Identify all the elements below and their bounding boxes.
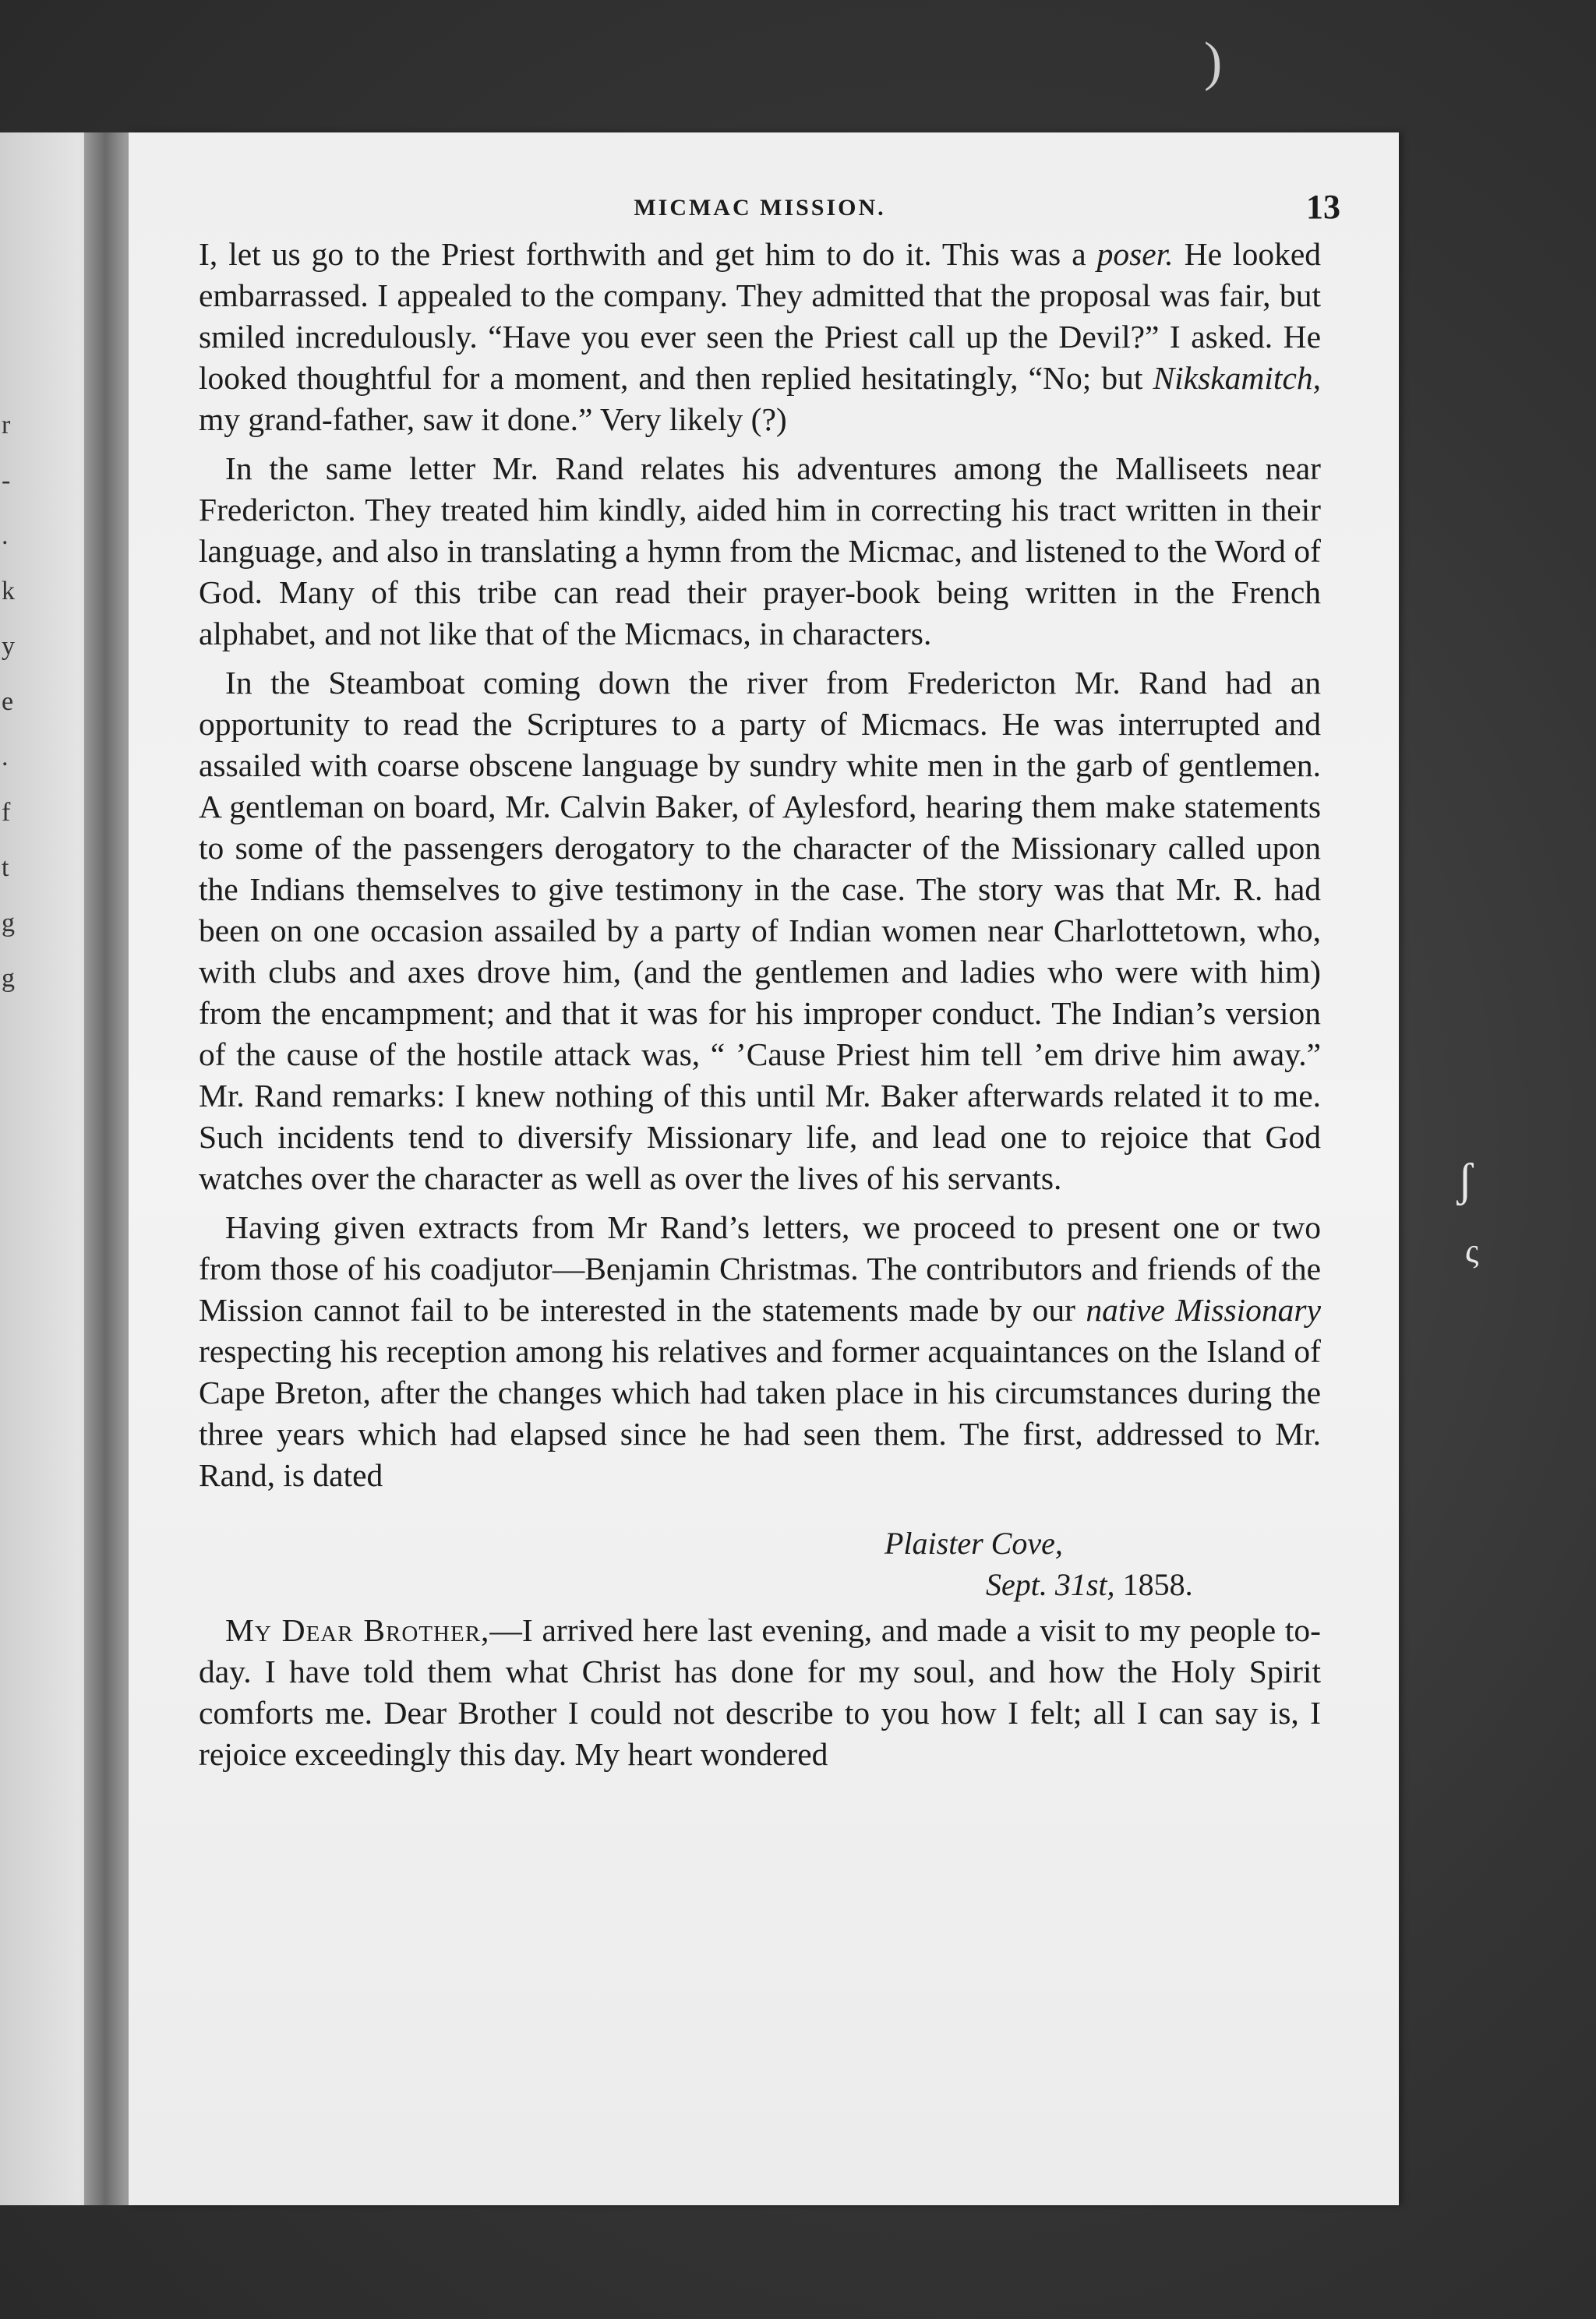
facing-page-fragment: .	[2, 743, 9, 771]
running-title: MICMAC MISSION.	[634, 195, 886, 221]
scan-artifact: ʃ	[1457, 1154, 1473, 1205]
letter-body	[199, 1610, 1321, 1775]
italic-text: native Missionary	[1086, 1292, 1321, 1328]
letter-dateline	[199, 1523, 1321, 1605]
scan-artifact: ς	[1465, 1232, 1479, 1270]
letter-text: —I arrived here last evening, and made a visit to my people to-day. I have told them what Christ has done for my soul, and how the Holy Spirit comforts me. Dear Brother I could not describe to you how I felt; all I can say is, I rejoice exceedingly this day. My heart wondered	[199, 1612, 1322, 1772]
body-text	[199, 234, 1321, 1496]
facing-page-fragment: -	[2, 466, 11, 495]
book-page	[129, 132, 1399, 2205]
paragraph-1: I, let us go to the Priest forthwith and get him to do it. This was a poser. He looked embarrassed. I appealed to the company. They admitted that the proposal was fair, but smiled incredulously. “Have you ever seen the Priest call up the Devil?” I asked. He looked thoughtful for a moment, and then replied hesitatingly, “No; but Nikskamitch, my grand-father, saw it done.” Very likely (?)	[199, 236, 1322, 437]
paragraph-3: In the Steamboat coming down the river from Fredericton Mr. Rand had an opportunity to read the Scriptures to a party of Micmacs. He was interrupted and assailed with coarse obscene language by sundry white men in the garb of gentlemen. A gentleman on board, Mr. Calvin Baker, of Aylesford, hearing them make statements to some of the passengers derogatory to the character of the Missionary called upon the Indians themselves to give testimony in the case. The story was that Mr. R. had been on one occasion assailed by a party of Indian women near Charlottetown, who, with clubs and axes drove him, (and the gentlemen and ladies who were with him) from the encampment; and that it was for his improper conduct. The Indian’s version of the cause of the hostile attack was, “ ’Cause Priest him tell ’em drive him away.” Mr. Rand remarks: I knew nothing of this until Mr. Baker afterwards related it to me. Such incidents tend to diversify Missionary life, and lead one to rejoice that God watches over the character as well as over the lives of his servants.	[199, 665, 1321, 1196]
facing-page-text-fragments	[2, 397, 25, 1006]
scan-artifact: )	[1204, 32, 1223, 92]
book-gutter	[84, 132, 131, 2205]
italic-text: Nikskamitch,	[1153, 360, 1321, 396]
italic-text: poser.	[1096, 236, 1174, 272]
facing-page-fragment: k	[2, 577, 15, 605]
facing-page-fragment: g	[2, 964, 15, 993]
dateline-year: 1858.	[1114, 1567, 1193, 1602]
facing-page-fragment: y	[2, 632, 15, 661]
dateline-date	[199, 1564, 1321, 1605]
page-number: 13	[1306, 188, 1340, 226]
facing-page-fragment: r	[2, 411, 11, 439]
facing-page-fragment: t	[2, 853, 9, 882]
paragraph-2: In the same letter Mr. Rand relates his adventures among the Malliseets near Fredericton. They treated him kindly, aided him in correcting his tract written in their language, and also in translating a hymn from the Micmac, and listened to the Word of God. Many of this tribe can read their prayer-book being written in the French alphabet, and not like that of the Micmacs, in characters.	[199, 450, 1321, 651]
facing-page-fragment: .	[2, 521, 9, 550]
facing-page-fragment: e	[2, 687, 14, 716]
facing-page-fragment: g	[2, 909, 15, 937]
running-head	[199, 187, 1340, 234]
dateline-place: Plaister Cove,	[885, 1526, 1063, 1561]
dateline-date-ordinal: st,	[1086, 1567, 1115, 1602]
page-content	[199, 187, 1340, 1783]
paragraph-4: Having given extracts from Mr Rand’s letters, we proceed to present one or two from those of his coadjutor—Benjamin Christmas. The contributors and friends of the Mission cannot fail to be interested in the statements made by our native Missionary respecting his reception among his relatives and former acquaintances on the Island of Cape Breton, after the changes which had taken place in his circumstances during the three years which had elapsed since he had seen them. The first, addressed to Mr. Rand, is dated	[199, 1209, 1321, 1493]
facing-page-fragment: f	[2, 798, 11, 827]
dateline-date-day: Sept. 31	[986, 1567, 1086, 1602]
letter-salutation: My Dear Brother,	[225, 1612, 490, 1648]
